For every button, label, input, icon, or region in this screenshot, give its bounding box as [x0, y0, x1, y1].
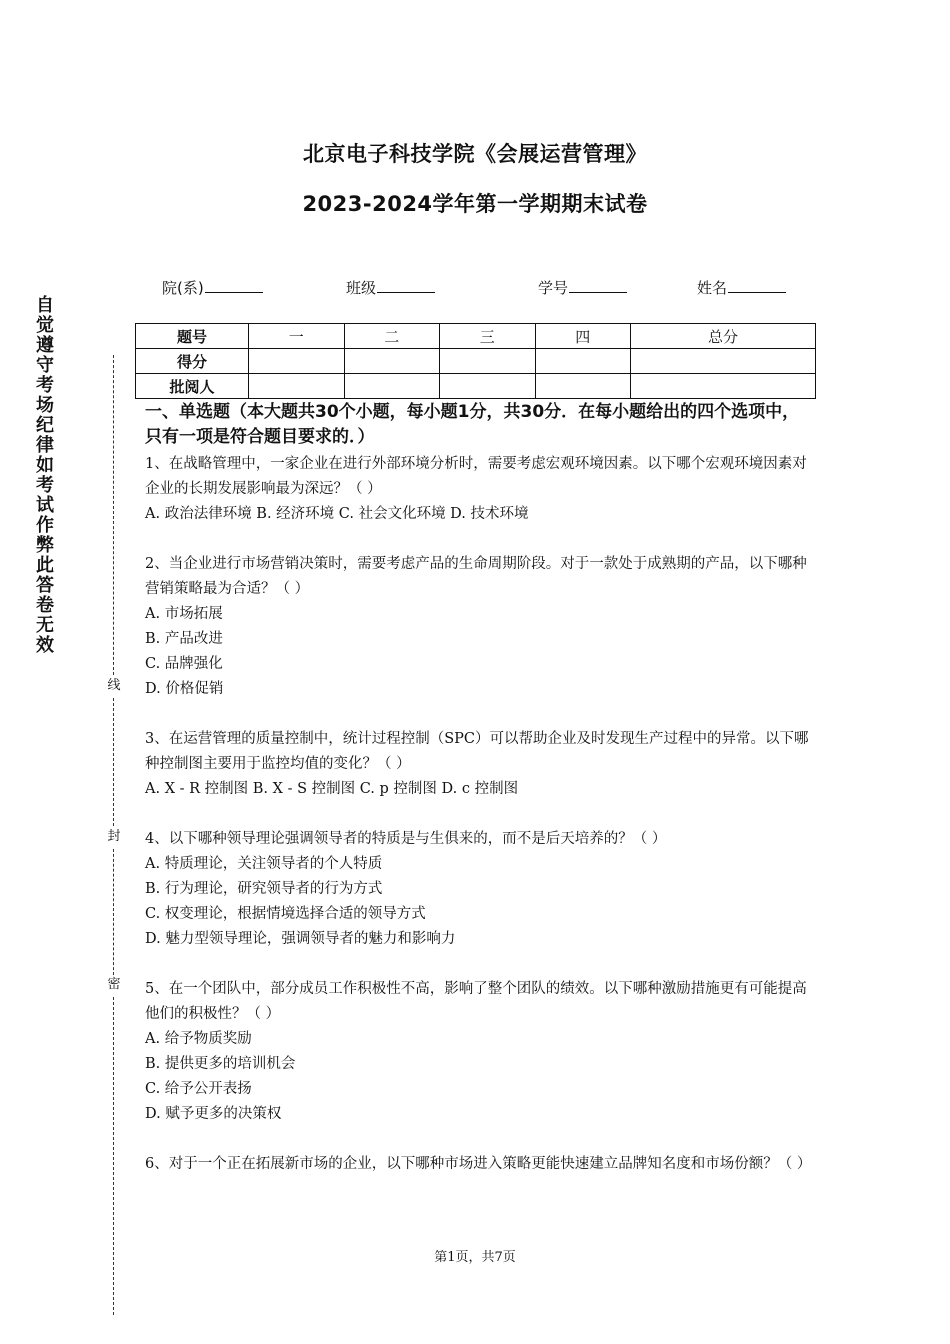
score-table-cell: 一 — [249, 324, 345, 349]
score-table-cell: 得分 — [136, 349, 249, 374]
score-table-cell — [535, 349, 631, 374]
binding-mark-seal: 封 — [107, 829, 121, 844]
score-table-header-row — [136, 324, 816, 349]
question-option: A. 给予物质奖励 — [145, 1031, 252, 1047]
exam-title: 北京电子科技学院《会展运营管理》 — [303, 142, 647, 166]
score-table-cell: 四 — [535, 324, 631, 349]
info-student-id: 学号 — [538, 277, 627, 298]
info-class: 班级 — [346, 277, 435, 298]
binding-dashed-line — [113, 355, 114, 675]
binding-dashed-line — [113, 698, 114, 826]
question-text: 1、在战略管理中，一家企业在进行外部环境分析时，需要考虑宏观环境因素。以下哪个宏观环境因素对企业的长期发展影响最为深远？（ ） — [145, 456, 807, 497]
question-option: D. 魅力型领导理论，强调领导者的魅力和影响力 — [145, 931, 456, 947]
section-title: 一、单选题（本大题共30个小题，每小题1分，共30分．在每小题给出的四个选项中，只有一项是符合题目要求的．） — [145, 402, 800, 447]
score-table-cell — [631, 374, 816, 399]
blank-line — [728, 278, 786, 293]
exam-content — [145, 400, 810, 1177]
blank-line — [377, 278, 435, 293]
exam-discipline-notice: 自觉遵守考场纪律如考试作弊此答卷无效 — [36, 295, 54, 656]
question-option: B. 行为理论，研究领导者的行为方式 — [145, 881, 383, 897]
score-table-row — [136, 374, 816, 399]
score-table-cell — [440, 374, 536, 399]
binding-mark-line: 线 — [107, 678, 121, 693]
score-table-cell — [344, 374, 440, 399]
question-item — [145, 552, 810, 702]
score-table-row — [136, 349, 816, 374]
question-text: 4、以下哪种领导理论强调领导者的特质是与生俱来的，而不是后天培养的？（ ） — [145, 831, 667, 847]
score-table-cell: 题号 — [136, 324, 249, 349]
score-table-cell — [631, 349, 816, 374]
score-table-cell: 批阅人 — [136, 374, 249, 399]
score-table-cell: 总分 — [631, 324, 816, 349]
question-text: 5、在一个团队中，部分成员工作积极性不高，影响了整个团队的绩效。以下哪种激励措施更有可能提高他们的积极性？（ ） — [145, 981, 807, 1022]
score-table — [135, 323, 816, 399]
question-option: C. 品牌强化 — [145, 656, 223, 672]
score-table-cell — [535, 374, 631, 399]
question-option: C. 权变理论，根据情境选择合适的领导方式 — [145, 906, 426, 922]
question-item — [145, 1152, 810, 1177]
score-table-cell — [344, 349, 440, 374]
question-item — [145, 727, 810, 802]
question-option: D. 价格促销 — [145, 681, 224, 697]
score-table-cell: 三 — [440, 324, 536, 349]
question-item — [145, 827, 810, 952]
binding-dashed-line — [113, 997, 114, 1315]
question-text: 2、当企业进行市场营销决策时，需要考虑产品的生命周期阶段。对于一款处于成熟期的产品，以下哪种营销策略最为合适？（ ） — [145, 556, 807, 597]
score-table-cell — [249, 349, 345, 374]
question-option: A. 政治法律环境 B. 经济环境 C. 社会文化环境 D. 技术环境 — [145, 506, 529, 522]
question-option: B. 产品改进 — [145, 631, 223, 647]
page-footer: 第1页，共7页 — [434, 1250, 516, 1265]
score-table-cell — [249, 374, 345, 399]
info-name: 姓名 — [697, 277, 786, 298]
question-text: 6、对于一个正在拓展新市场的企业，以下哪种市场进入策略更能快速建立品牌知名度和市场份额？（ ） — [145, 1156, 812, 1172]
question-option: D. 赋予更多的决策权 — [145, 1106, 282, 1122]
binding-mark-secret: 密 — [107, 977, 121, 992]
question-text: 3、在运营管理的质量控制中，统计过程控制（SPC）可以帮助企业及时发现生产过程中的异常。以下哪种控制图主要用于监控均值的变化？（ ） — [145, 731, 809, 772]
question-option: C. 给予公开表扬 — [145, 1081, 252, 1097]
info-dept: 院(系) — [162, 277, 263, 298]
question-option: A. 特质理论，关注领导者的个人特质 — [145, 856, 383, 872]
exam-subtitle: 2023-2024学年第一学期期末试卷 — [302, 192, 648, 216]
score-table-cell: 二 — [344, 324, 440, 349]
score-table-cell — [440, 349, 536, 374]
blank-line — [205, 278, 263, 293]
question-option: A. 市场拓展 — [145, 606, 223, 622]
question-item — [145, 452, 810, 527]
question-item — [145, 977, 810, 1127]
binding-dashed-line — [113, 849, 114, 975]
blank-line — [569, 278, 627, 293]
question-option: B. 提供更多的培训机会 — [145, 1056, 296, 1072]
question-list — [145, 452, 810, 1177]
question-option: A. X - R 控制图 B. X - S 控制图 C. p 控制图 D. c 控制图 — [145, 781, 519, 797]
